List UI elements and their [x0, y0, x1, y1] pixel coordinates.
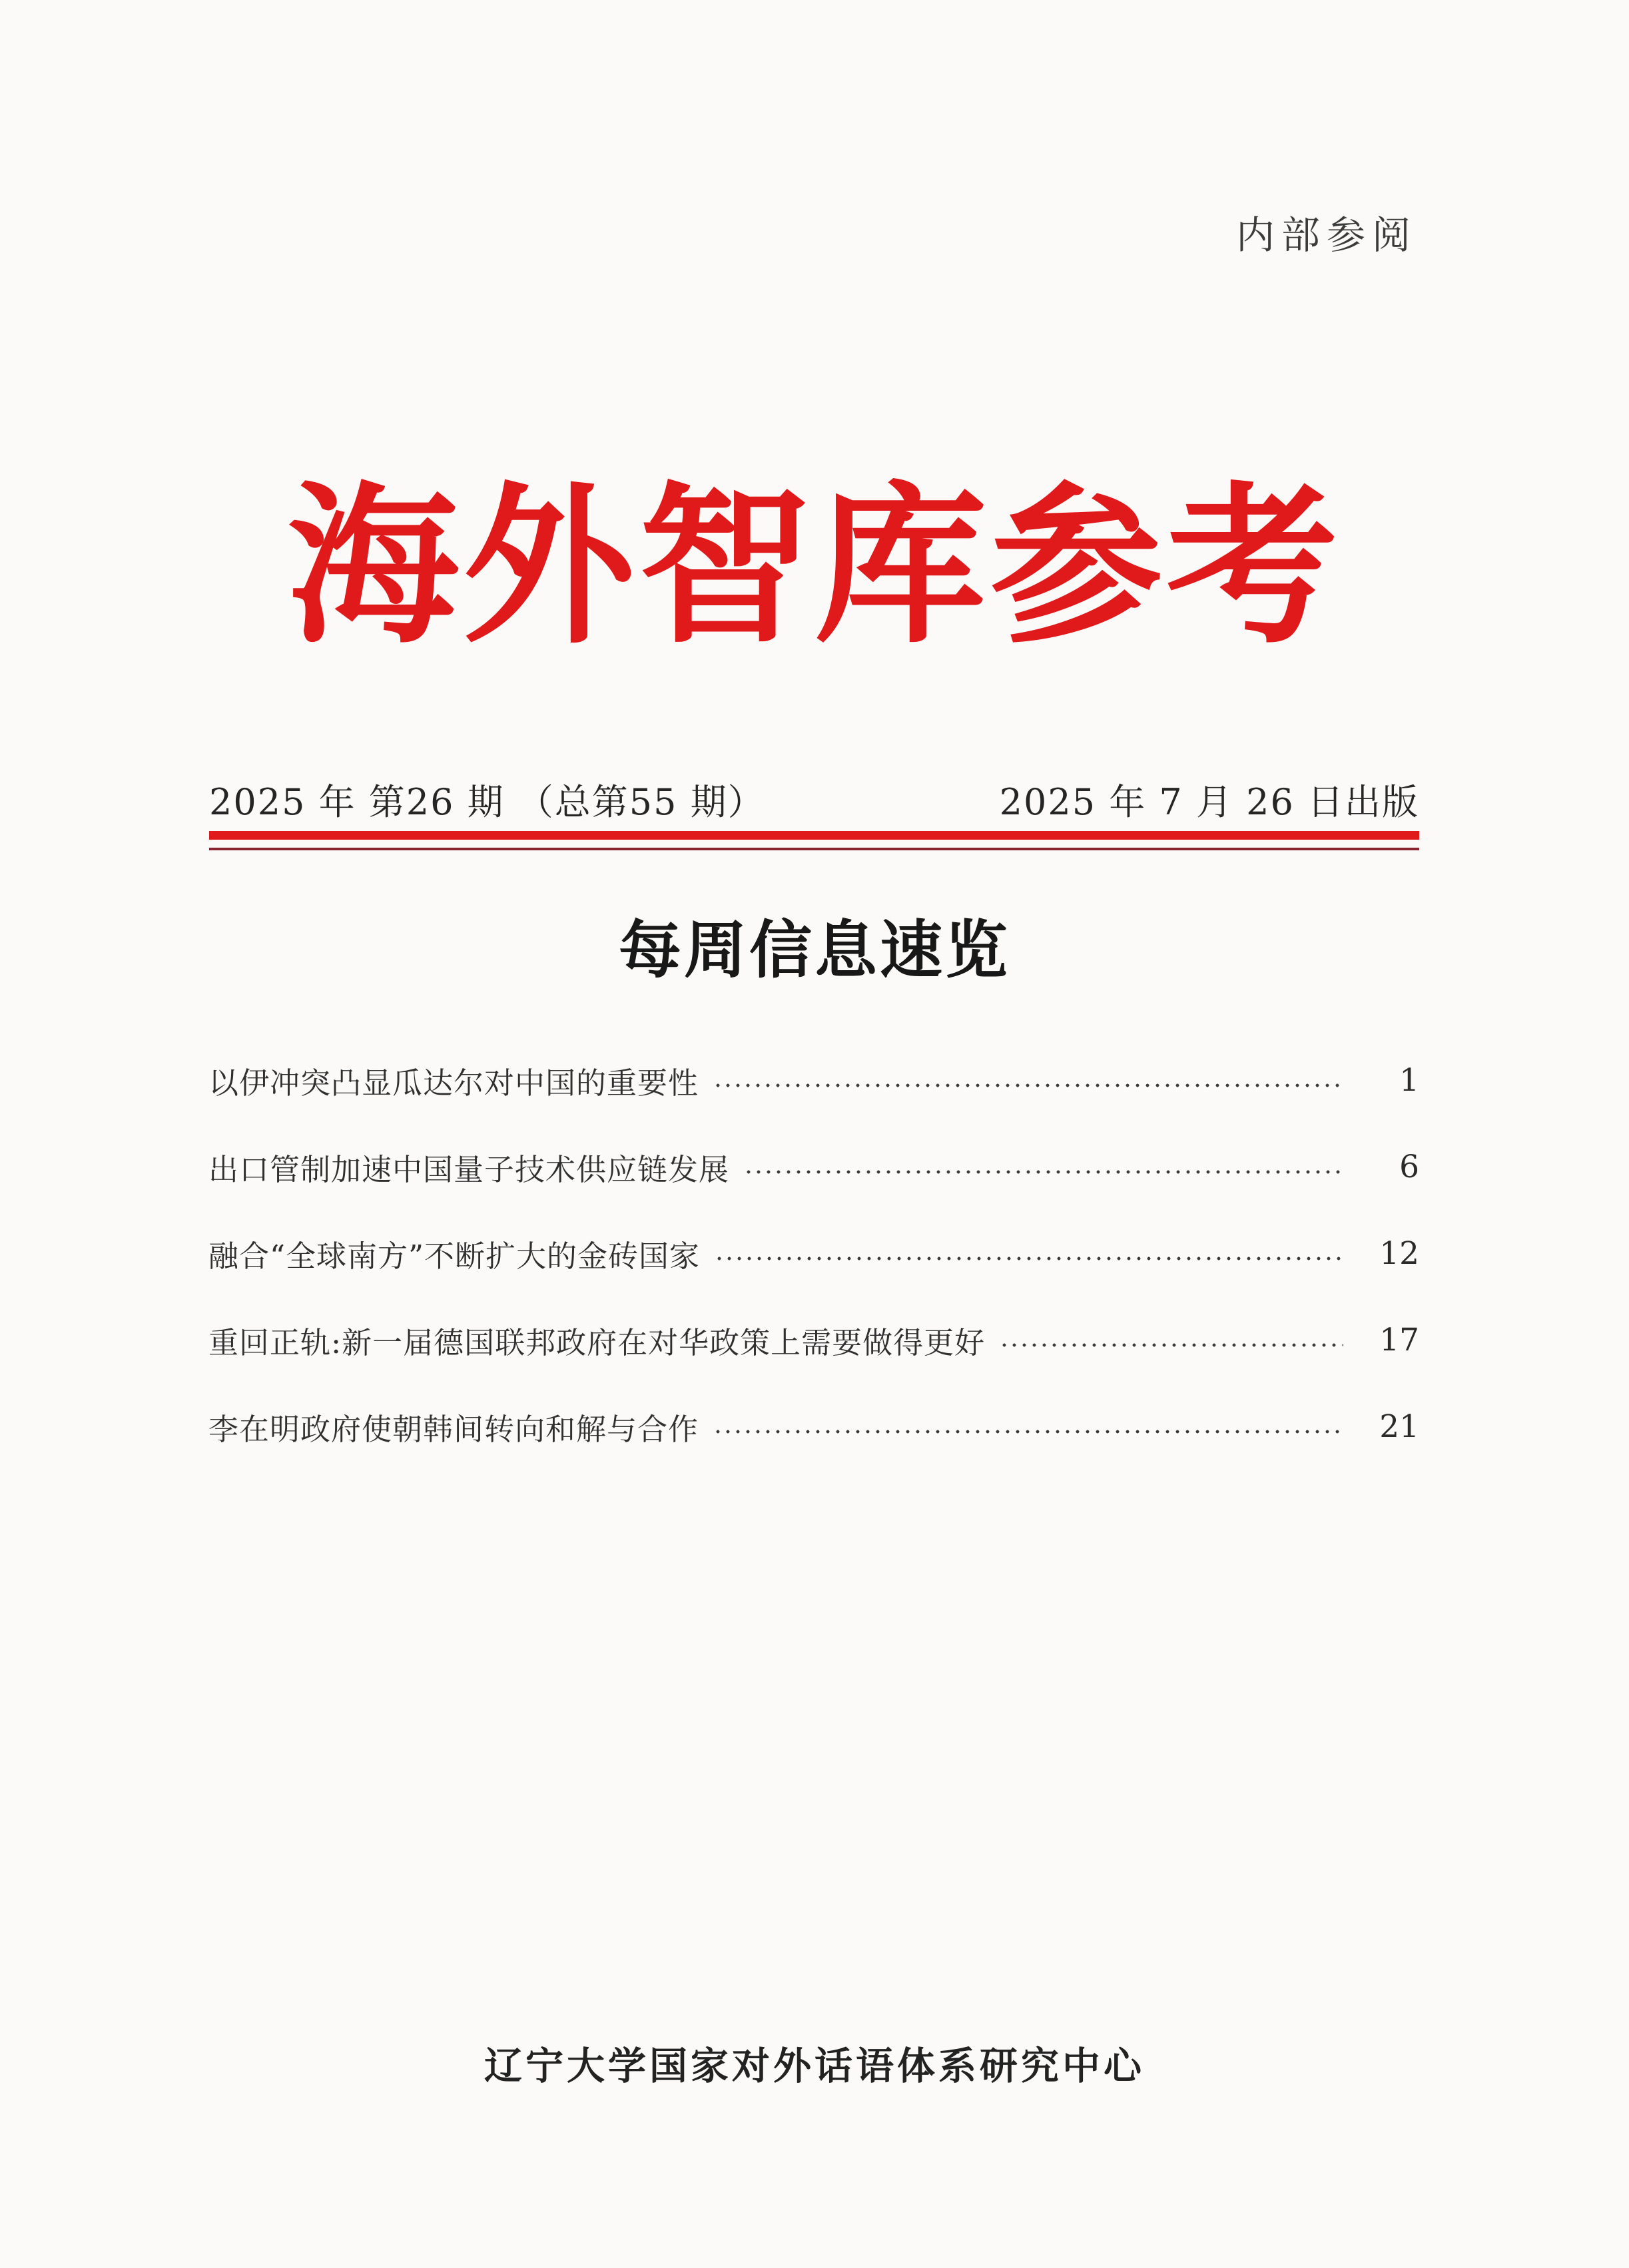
toc-page-number: 17	[1379, 1321, 1419, 1358]
toc-page-number: 12	[1379, 1235, 1419, 1272]
toc-item-title: 李在明政府使朝韩间转向和解与合作	[208, 1411, 699, 1447]
divider-rule-thick	[209, 831, 1419, 840]
toc-item	[208, 1210, 1419, 1296]
publisher-name: 辽宁大学国家对外话语体系研究中心	[484, 2044, 1145, 2088]
toc-item-title: 以伊冲突凸显瓜达尔对中国的重要性	[208, 1065, 699, 1101]
classification-label: 内部参阅	[1235, 212, 1417, 258]
toc-dot-leader	[1000, 1343, 1343, 1347]
toc-list	[208, 1037, 1419, 1470]
issue-number: 2025 年 第26 期 （总第55 期）	[209, 781, 765, 823]
toc-item-title: 重回正轨:新一届德国联邦政府在对华政策上需要做得更好	[208, 1324, 986, 1360]
toc-item	[208, 1037, 1419, 1123]
toc-dot-leader	[713, 1430, 1343, 1434]
publish-date: 2025 年 7 月 26 日出版	[999, 781, 1419, 823]
weekly-digest-heading: 每周信息速览	[618, 914, 1010, 987]
issue-info-row	[209, 774, 1419, 825]
toc-page-number: 21	[1379, 1408, 1419, 1445]
toc-item	[208, 1123, 1419, 1210]
toc-item	[208, 1296, 1419, 1383]
divider-rule-thin	[209, 848, 1419, 850]
toc-page-number: 1	[1399, 1061, 1419, 1099]
newsletter-title: 海外智库参考	[287, 465, 1342, 667]
toc-item-title: 融合“全球南方”不断扩大的金砖国家	[208, 1238, 701, 1274]
toc-dot-leader	[715, 1257, 1343, 1261]
toc-dot-leader	[713, 1083, 1343, 1087]
toc-page-number: 6	[1399, 1148, 1419, 1185]
toc-item	[208, 1383, 1419, 1470]
toc-dot-leader	[744, 1170, 1343, 1174]
toc-item-title: 出口管制加速中国量子技术供应链发展	[208, 1151, 730, 1187]
